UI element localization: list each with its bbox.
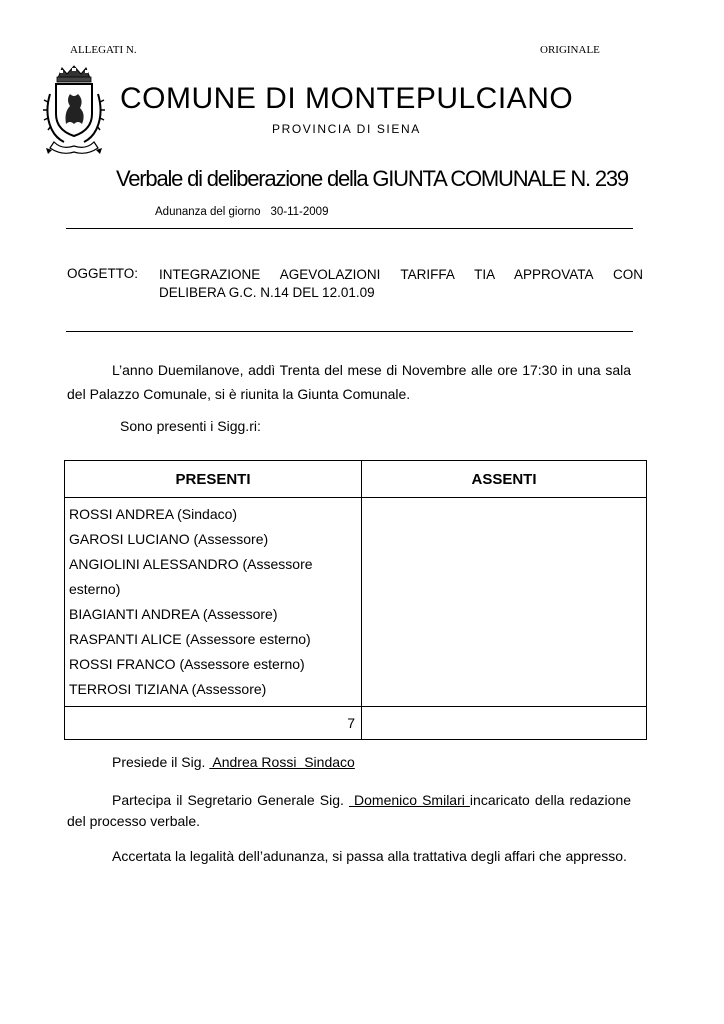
attendance-names-row	[65, 498, 647, 707]
oggetto-line-2: DELIBERA G.C. N.14 DEL 12.01.09	[159, 285, 375, 300]
presenti-intro: Sono presenti i Sigg.ri:	[120, 418, 261, 434]
assenti-list	[362, 498, 647, 707]
partecipa-paragraph	[67, 790, 631, 832]
adunanza-date: 30-11-2009	[270, 206, 329, 218]
coat-of-arms-icon	[42, 64, 106, 156]
adunanza-label: Adunanza del giorno	[155, 206, 261, 218]
allegati-label: ALLEGATI N.	[70, 44, 137, 56]
adunanza-line	[155, 206, 328, 218]
attendance-count-row	[65, 707, 647, 740]
list-item: ROSSI ANDREA (Sindaco)	[69, 506, 238, 522]
province-subtitle: PROVINCIA DI SIENA	[272, 122, 421, 136]
assenti-header: ASSENTI	[362, 461, 647, 498]
list-item: ANGIOLINI ALESSANDRO (Assessore	[69, 556, 313, 572]
attendance-table	[64, 460, 647, 740]
originale-label: ORIGINALE	[540, 44, 600, 56]
presenti-count: 7	[65, 707, 362, 740]
list-item: RASPANTI ALICE (Assessore esterno)	[69, 631, 311, 647]
assenti-count	[362, 707, 647, 740]
list-item: BIAGIANTI ANDREA (Assessore)	[69, 606, 278, 622]
verbale-title: Verbale di deliberazione della GIUNTA COMUNALE N. 239	[116, 166, 628, 191]
presiede-line	[112, 754, 355, 770]
list-item: esterno)	[69, 581, 121, 597]
oggetto-label: OGGETTO:	[67, 266, 139, 281]
list-item: ROSSI FRANCO (Assessore esterno)	[69, 656, 305, 672]
oggetto-text	[159, 266, 643, 302]
divider-top	[66, 228, 633, 229]
presiede-name: Andrea Rossi Sindaco	[209, 754, 355, 770]
oggetto-line-1: INTEGRAZIONE AGEVOLAZIONI TARIFFA TIA APPROVATA CON	[159, 267, 643, 282]
partecipa-label: Partecipa il Segretario Generale Sig.	[112, 792, 344, 808]
list-item: TERROSI TIZIANA (Assessore)	[69, 681, 267, 697]
partecipa-suffix: incaricato della redazione del processo verbale.	[67, 792, 632, 829]
presenti-header: PRESENTI	[65, 461, 362, 498]
partecipa-name: Domenico Smilari	[348, 792, 470, 808]
presiede-label: Presiede il Sig.	[112, 754, 206, 770]
divider-bottom	[66, 331, 633, 332]
presenti-list	[65, 498, 362, 707]
list-item: GAROSI LUCIANO (Assessore)	[69, 531, 269, 547]
page-title: COMUNE DI MONTEPULCIANO	[120, 82, 574, 115]
attendance-header-row	[65, 461, 647, 498]
accertata-paragraph: Accertata la legalità dell’adunanza, si passa alla trattativa degli affari che appresso.	[112, 848, 627, 864]
intro-paragraph: L’anno Duemilanove, addì Trenta del mese di Novembre alle ore 17:30 in una sala del Palazzo Comunale, si è riunita la Giunta Comunale.	[67, 362, 631, 402]
